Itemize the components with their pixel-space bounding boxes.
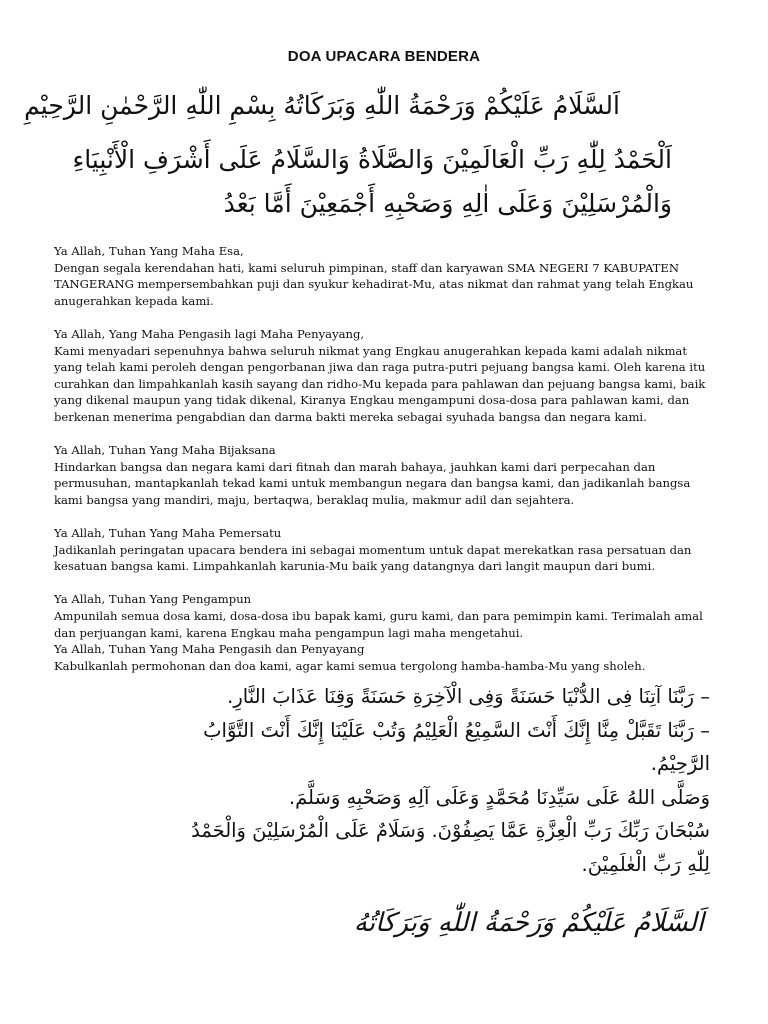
prayer-paragraph [54,326,706,426]
arabic-closing-line: – رَبَّنَا تَقَبَّلْ مِنَّا إِنَّكَ أَنْتَ السَّمِيْعُ الْعَلِيْمُ وَتُبْ عَلَيْنَا إِنَّكَ أَنْتَ التَّوَّابُ [203,718,710,742]
arabic-opening-line-1: اَلسَّلَامُ عَلَيْكُمْ وَرَحْمَةُ اللّٰهِ وَبَرَكَاتُهُ بِسْمِ اللّٰهِ الرَّحْمٰنِ الرَّحِيْمِ [24,91,620,120]
page-title: DOA UPACARA BENDERA [287,48,481,65]
arabic-closing-line: – رَبَّنَا آتِنَا فِى الدُّنْيَا حَسَنَةً وَفِى الْآخِرَةِ حَسَنَةً وَقِنَا عَذَابَ النَّارِ. [227,685,710,708]
paragraph-heading: Ya Allah, Yang Maha Pengasih lagi Maha Penyayang, [54,326,365,341]
paragraph-text: Hindarkan bangsa dan negara kami dari fitnah dan marah bahaya, jauhkan kami dari perpecahan dan permusuhan, mantapkanlah tekad kami untuk membangun negara dan bangsa kami, dan jadikanlah bangsa kami bangsa yang mandiri, maju, bertaqwa, beraklaq mulia, makmur adil dan sejahtera. [54,459,691,507]
paragraph-text: Kami menyadari sepenuhnya bahwa seluruh nikmat yang Engkau anugerahkan kepada kami adalah nikmat yang telah kami peroleh dengan pengorbanan jiwa dan raga putra-putri pejuang bangsa kami. Oleh karena itu curahkan dan limpahkanlah kasih sayang dan ridho-Mu kepada para pahlawan dan pejuang bangsa kami, baik yang dikenal maupun yang tidak dikenal, Kiranya Engkau mengampuni dosa-dosa para pahlawan kami, dan berkenan menerima pengabdian dan darma bakti mereka sebagai syuhada bangsa dan negara kami. [54,343,706,424]
paragraph-heading: Ya Allah, Tuhan Yang Maha Esa, [54,244,244,258]
arabic-salam-calligraphy: اَلسَّلَامُ عَلَيْكُمْ وَرَحْمَةُ اللّٰهِ وَبَرَكَاتُهُ [353,908,704,938]
prayer-paragraph [54,591,706,641]
prayer-body [54,243,706,674]
paragraph-heading: Ya Allah, Tuhan Yang Maha Pengasih dan Penyayang [54,642,365,657]
prayer-paragraph [54,243,706,309]
arabic-closing-line: وَصَلَّى اللهُ عَلَى سَيِّدِنَا مُحَمَّدٍ وَعَلَى آلِهِ وَصَحْبِهِ وَسَلَّمَ. [288,785,710,809]
arabic-closing-line: سُبْحَانَ رَبِّكَ رَبِّ الْعِزَّةِ عَمَّا يَصِفُوْنَ. وَسَلَامٌ عَلَى الْمُرْسَلِيْنَ وَالْحَمْدُ [191,819,710,842]
paragraph-text: Kabulkanlah permohonan dan doa kami, agar kami semua tergolong hamba-hamba-Mu yang sholeh. [54,658,646,673]
arabic-closing-line: الرَّحِيْمُ. [650,752,710,775]
prayer-paragraph [54,641,706,674]
paragraph-text: Jadikanlah peringatan upacara bendera ini sebagai momentum untuk dapat merekatkan rasa persatuan dan kesatuan bangsa kami. Limpahkanlah karunia-Mu baik yang datangnya dari langit maupun dari bumi. [54,542,692,574]
arabic-closing-line: لِلّٰهِ رَبِّ الْعٰلَمِيْنَ. [581,852,710,876]
arabic-opening-line-2: اَلْحَمْدُ لِلّٰهِ رَبِّ الْعَالَمِيْنَ وَالصَّلَاةُ وَالسَّلَامُ عَلَى أَشْرَفِ الْأَنْبِيَاءِ وَالْمُرْسَلِيْنَ وَعَلَى اٰلِهِ وَصَحْبِهِ أَجْمَعِيْنَ أَمَّا بَعْدُ [72,145,672,218]
prayer-paragraph [54,442,706,508]
paragraph-heading: Ya Allah, Tuhan Yang Maha Pemersatu [54,526,282,541]
paragraph-text: Dengan segala kerendahan hati, kami seluruh pimpinan, staff dan karyawan SMA NEGERI 7 KABUPATEN TANGERANG mempersembahkan puji dan syukur kehadirat-Mu, atas nikmat dan rahmat yang telah Engkau anugerahkan kepada kami. [54,260,694,308]
paragraph-heading: Ya Allah, Tuhan Yang Maha Bijaksana [54,443,276,458]
arabic-closing-prayer [120,680,710,881]
prayer-paragraph [54,525,706,575]
paragraph-heading: Ya Allah, Tuhan Yang Pengampun [54,592,252,607]
paragraph-text: Ampunilah semua dosa kami, dosa-dosa ibu bapak kami, guru kami, dan para pemimpin kami. Terimalah amal dan perjuangan kami, karena Engkau maha pengampun lagi maha mengetahui. [54,609,703,640]
